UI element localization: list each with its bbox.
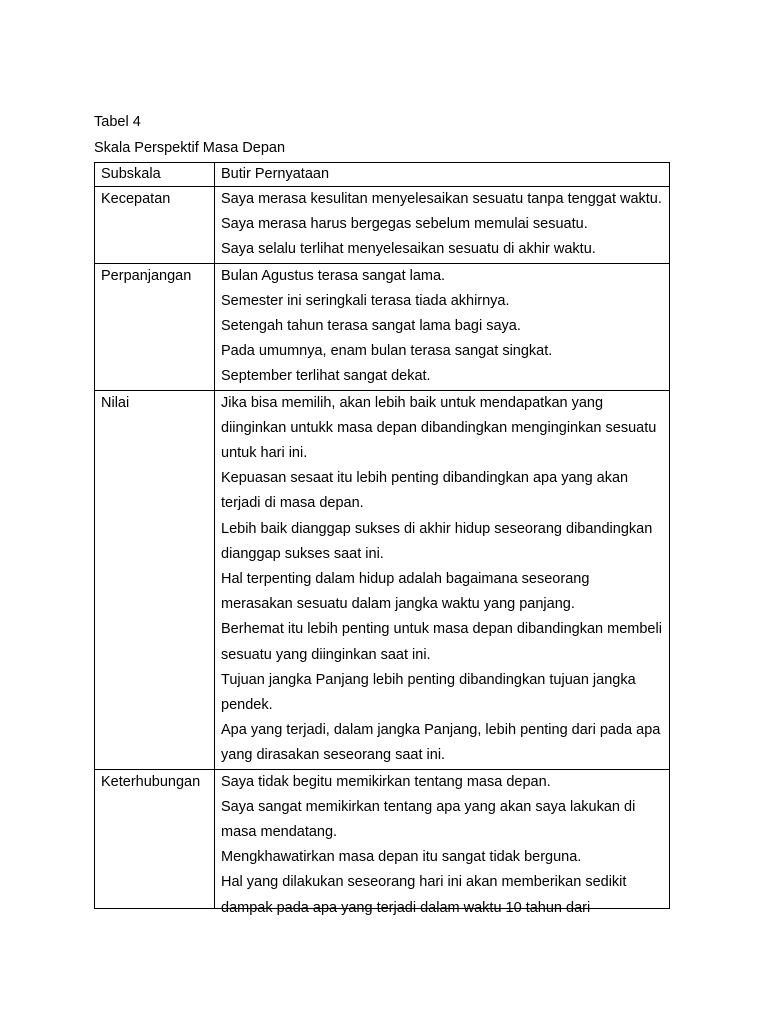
statement: Pada umumnya, enam bulan terasa sangat singkat. (221, 343, 553, 360)
statement: Saya merasa harus bergegas sebelum memulai sesuatu. (221, 216, 588, 233)
statement: Apa yang terjadi, dalam jangka Panjang, lebih penting dari pada apa yang dirasakan seseorang saat ini. (221, 722, 661, 764)
statement: Semester ini seringkali terasa tiada akhirnya. (221, 292, 510, 309)
table-header-row (95, 163, 670, 187)
statement: Hal yang dilakukan seseorang hari ini akan memberikan sedikit dampak pada apa yang terjadi dalam waktu 10 tahun dari (221, 874, 627, 916)
items-cell (215, 263, 670, 390)
statement: Lebih baik dianggap sukses di akhir hidup seseorang dibandingkan dianggap sukses saat ini. (221, 520, 653, 562)
subscale-cell: Kecepatan (95, 187, 215, 264)
subscale-cell: Perpanjangan (95, 263, 215, 390)
table-title: Skala Perspektif Masa Depan (94, 140, 286, 156)
statement: Saya tidak begitu memikirkan tentang masa depan. (221, 773, 551, 790)
statement: Kepuasan sesaat itu lebih penting dibandingkan apa yang akan terjadi di masa depan. (221, 470, 629, 512)
items-cell (215, 390, 670, 769)
statement: Saya sangat memikirkan tentang apa yang akan saya lakukan di masa mendatang. (221, 798, 636, 841)
table-number: Tabel 4 (94, 114, 141, 130)
column-header-items: Butir Pernyataan (215, 163, 670, 187)
future-perspective-table (94, 162, 670, 916)
table-row (95, 263, 670, 390)
items-cell (215, 187, 670, 264)
subscale-cell: Nilai (95, 390, 215, 769)
statement: Saya selalu terlihat menyelesaikan sesuatu di akhir waktu. (221, 241, 596, 258)
table-row (95, 769, 670, 908)
statement: Mengkhawatirkan masa depan itu sangat tidak berguna. (221, 849, 582, 866)
statement: September terlihat sangat dekat. (221, 368, 431, 385)
items-cell (215, 769, 670, 916)
statement: Setengah tahun terasa sangat lama bagi saya. (221, 318, 521, 335)
table-row (95, 187, 670, 264)
statement: Saya merasa kesulitan menyelesaikan sesuatu tanpa tenggat waktu. (221, 191, 662, 207)
statement: Bulan Agustus terasa sangat lama. (221, 267, 446, 284)
subscale-cell: Keterhubungan (95, 769, 215, 908)
document-page (94, 110, 669, 916)
statement: Berhemat itu lebih penting untuk masa depan dibandingkan membeli sesuatu yang diinginkan saat ini. (221, 621, 662, 663)
column-header-subscale: Subskala (95, 163, 215, 187)
items-cell-content (221, 770, 665, 916)
table-row (95, 390, 670, 769)
statement: Hal terpenting dalam hidup adalah bagaimana seseorang merasakan sesuatu dalam jangka waktu yang panjang. (221, 571, 590, 613)
statement: Tujuan jangka Panjang lebih penting dibandingkan tujuan jangka pendek. (221, 671, 636, 714)
statement: Jika bisa memilih, akan lebih baik untuk mendapatkan yang diinginkan untukk masa depan dibandingkan menginginkan sesuatu untuk hari ini. (221, 394, 657, 462)
